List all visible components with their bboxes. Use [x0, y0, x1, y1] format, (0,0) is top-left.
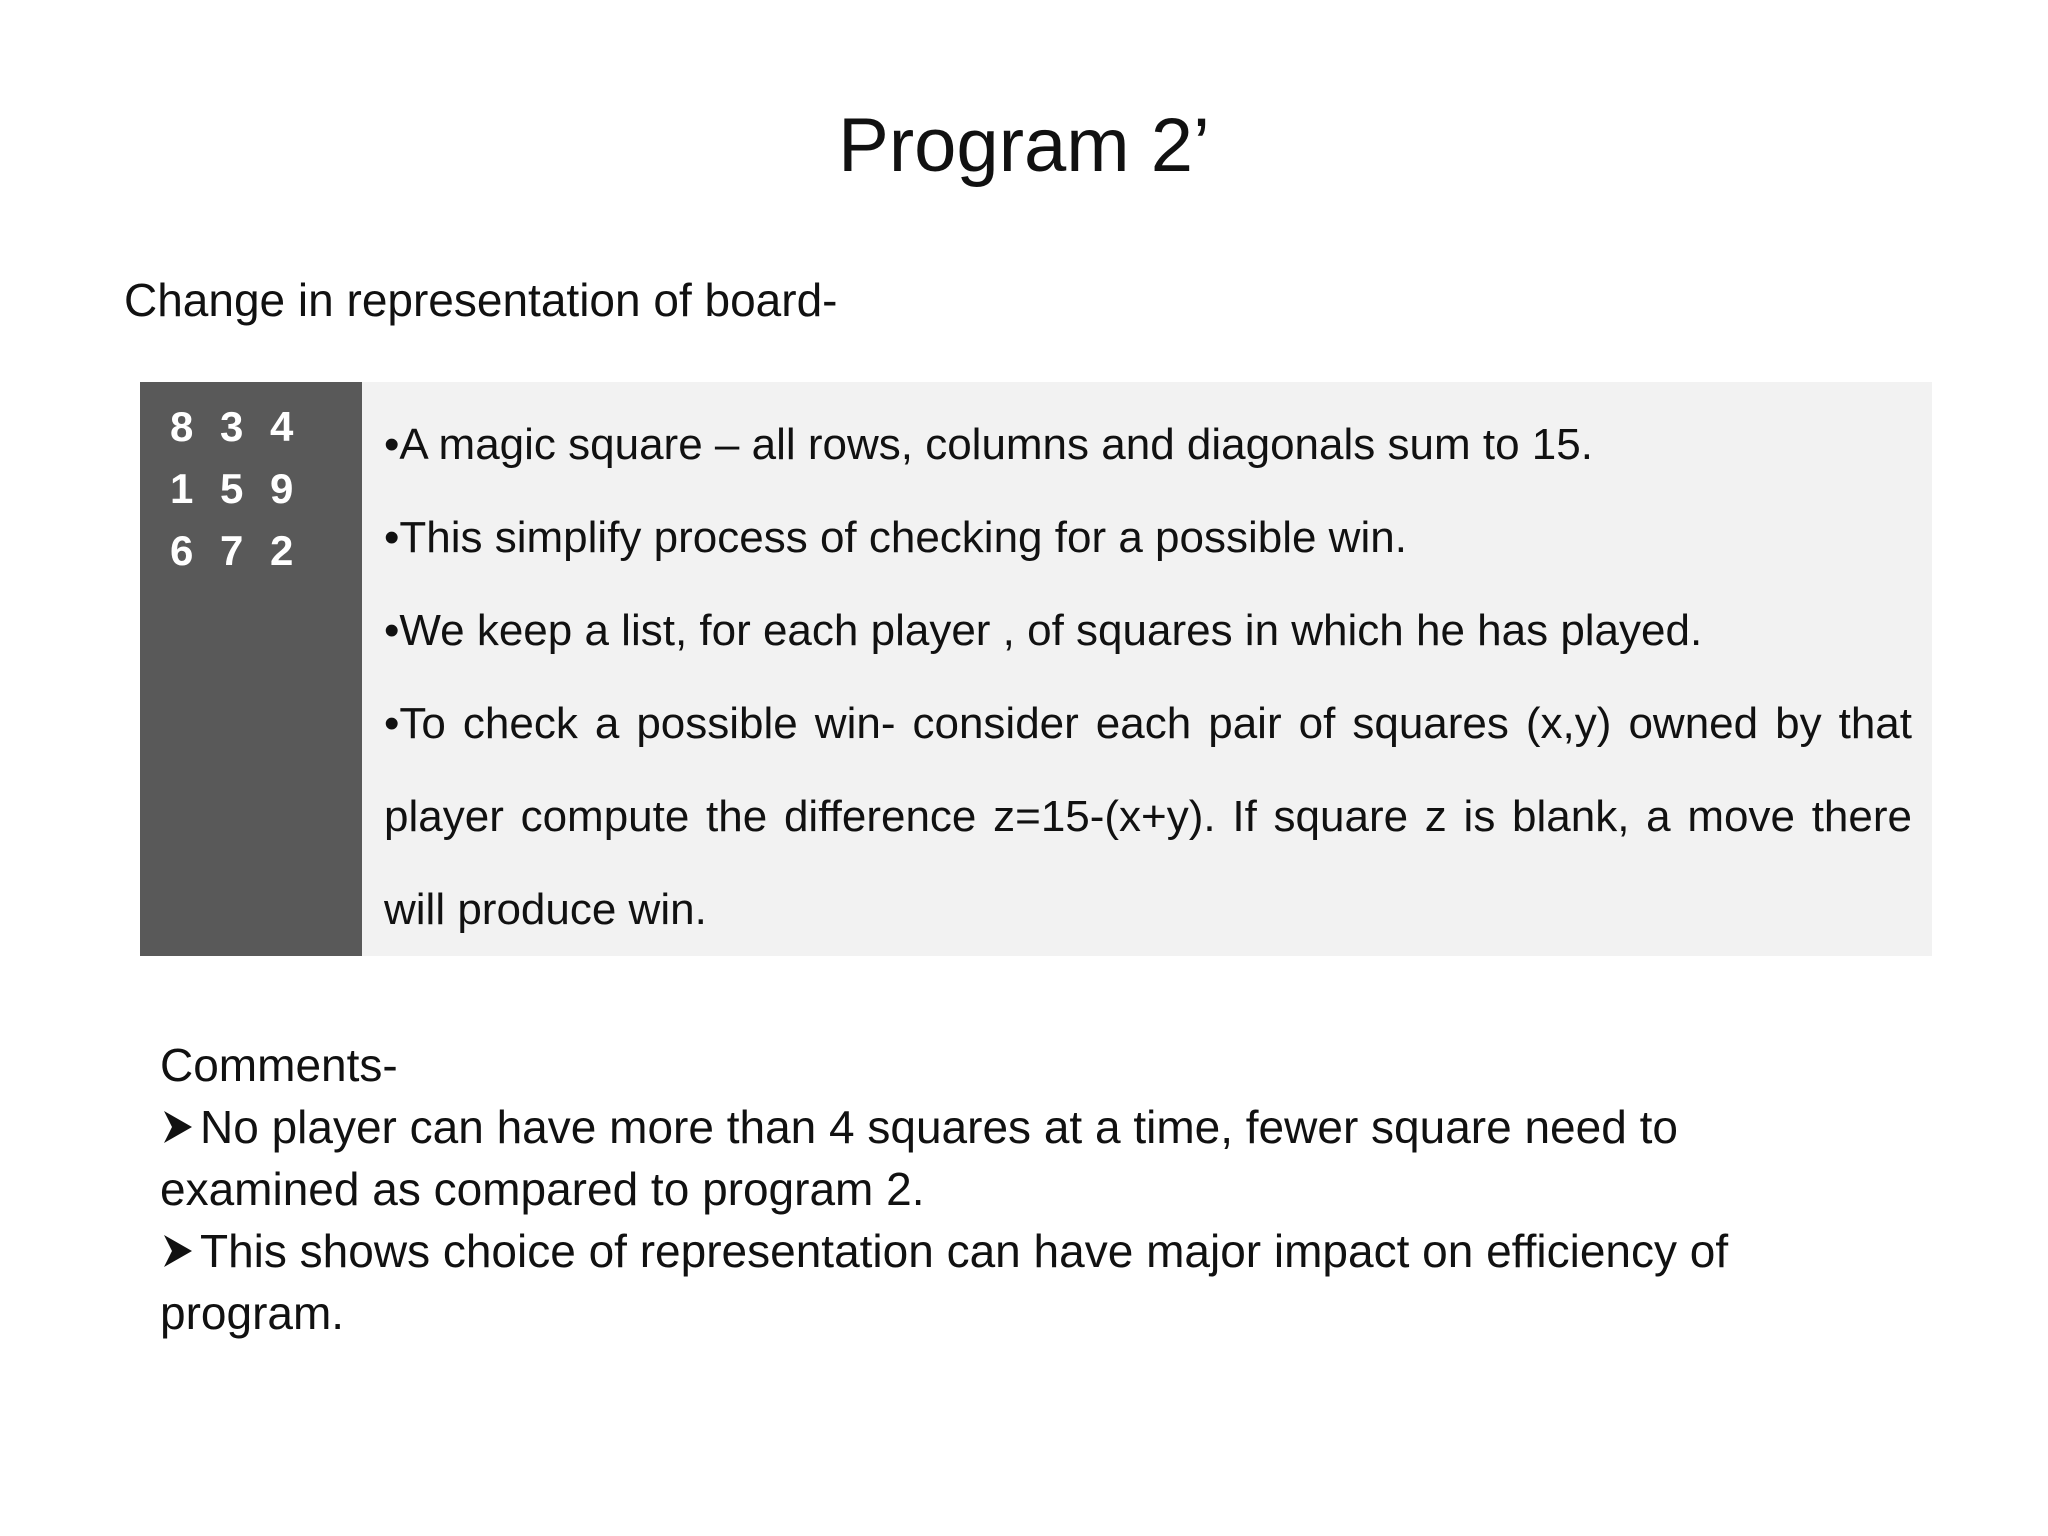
magic-square-number: 3: [220, 403, 244, 450]
magic-square-cell: [140, 382, 362, 956]
magic-square-number: 6: [170, 527, 194, 574]
magic-square-number: 5: [220, 465, 244, 512]
content-table: [140, 382, 1932, 956]
magic-square-row: [170, 458, 362, 520]
magic-square-number: 8: [170, 403, 194, 450]
description-bullet: •A magic square – all rows, columns and diagonals sum to 15.: [384, 420, 1593, 469]
arrow-bullet-icon: [160, 1231, 196, 1271]
description-bullet: •This simplify process of checking for a possible win.: [384, 513, 1407, 562]
description-cell: [362, 382, 1932, 956]
slide-subtitle: Change in representation of board-: [124, 274, 838, 326]
slide-title: Program 2’: [838, 103, 1210, 188]
magic-square-row: [170, 520, 362, 582]
comment-item-text: This shows choice of representation can have major impact on efficiency of program.: [160, 1225, 1729, 1339]
magic-square-number: 2: [270, 527, 294, 574]
description-bullet: •To check a possible win- consider each pair of squares (x,y) owned by that player compute the difference z=15-(x+y). If square z is blank, a move there will produce win.: [384, 699, 1912, 934]
comment-item: [160, 1220, 1860, 1344]
description-bullet: •We keep a list, for each player , of squares in which he has played.: [384, 606, 1703, 655]
magic-square-number: 9: [270, 465, 294, 512]
magic-square-number: 4: [270, 403, 294, 450]
arrow-bullet-icon: [160, 1107, 196, 1147]
magic-square-row: [170, 396, 362, 458]
magic-square-number: 7: [220, 527, 244, 574]
magic-square-number: 1: [170, 465, 194, 512]
comments-section: [160, 1034, 1860, 1344]
comment-item: [160, 1096, 1860, 1220]
comments-heading: Comments-: [160, 1039, 398, 1091]
comment-item-text: No player can have more than 4 squares at a time, fewer square need to examined as compared to program 2.: [160, 1101, 1678, 1215]
